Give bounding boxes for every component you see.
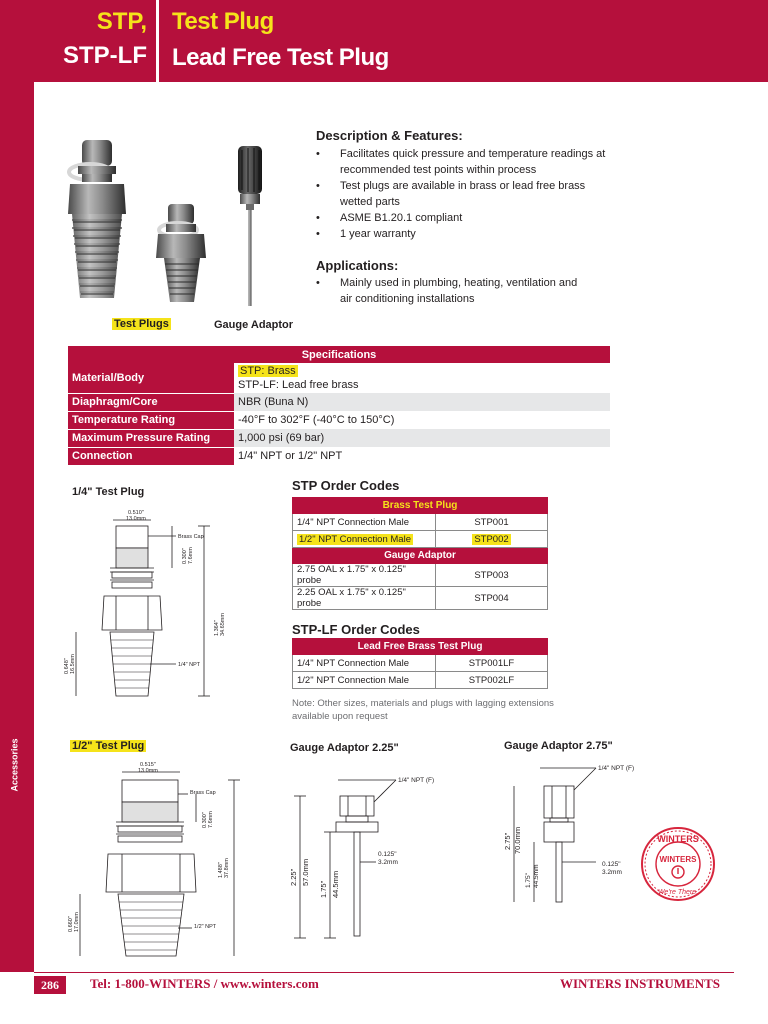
feature-text: wetted parts bbox=[340, 196, 400, 208]
stplf-order-table bbox=[292, 638, 548, 689]
q-total-1: 1.364" bbox=[214, 620, 220, 636]
page-number: 286 bbox=[34, 976, 66, 994]
lead-free-title: Lead Free Brass Test Plug bbox=[293, 639, 548, 655]
a2-npt: 1/4" NPT (F) bbox=[598, 765, 635, 772]
q-npt: 1/4" NPT bbox=[178, 662, 201, 668]
test-plug-large-photo bbox=[68, 140, 126, 298]
note-line: available upon request bbox=[292, 711, 388, 722]
application-text: air conditioning installations bbox=[340, 293, 475, 305]
a2-dia-2: 3.2mm bbox=[602, 869, 622, 876]
header-code-stplf: STP-LF bbox=[63, 42, 147, 69]
a1-oal-1: 2.25" bbox=[289, 868, 298, 886]
feature-item bbox=[316, 226, 636, 242]
order-desc-text: 1/2" NPT Connection Male bbox=[299, 533, 411, 545]
feature-item bbox=[316, 210, 636, 226]
q-dim-top-2: 13.0mm bbox=[126, 516, 146, 522]
applications-heading: Applications: bbox=[316, 258, 399, 273]
a1-probe-2: 44.5mm bbox=[331, 870, 340, 898]
header-code-stp: STP, bbox=[96, 8, 147, 35]
order-desc: 2.25 OAL x 1.75" x 0.125" probe bbox=[293, 587, 436, 610]
adaptor-275-title: Gauge Adaptor 2.75" bbox=[504, 740, 613, 752]
q-thread-1: 0.648" bbox=[64, 658, 70, 674]
specifications-table bbox=[68, 346, 610, 466]
side-tab-label: Accessories bbox=[9, 738, 20, 792]
a2-dia-1: 0.125" bbox=[602, 861, 621, 868]
caption-test-plugs-text: Test Plugs bbox=[114, 318, 169, 330]
spec-key: Material/Body bbox=[68, 363, 234, 393]
feature-list bbox=[316, 146, 636, 242]
header-code-block bbox=[0, 0, 151, 82]
test-plug-small-photo bbox=[156, 204, 206, 302]
spec-row bbox=[68, 393, 610, 411]
description-heading: Description & Features: bbox=[316, 128, 463, 143]
order-desc: 1/2" NPT Connection Male bbox=[293, 672, 436, 689]
a2-oal-2: 70.0mm bbox=[513, 826, 522, 854]
order-desc: 1/4" NPT Connection Male bbox=[293, 514, 436, 531]
spec-row bbox=[68, 429, 610, 447]
a2-probe-1: 1.75" bbox=[525, 873, 532, 888]
adaptor-275-drawing bbox=[500, 758, 650, 908]
order-code-text: STP002 bbox=[474, 533, 509, 545]
applications-list bbox=[316, 275, 636, 307]
footer-rule bbox=[34, 972, 734, 973]
a1-npt: 1/4" NPT (F) bbox=[398, 777, 435, 784]
feature-text: 1 year warranty bbox=[340, 228, 416, 240]
a1-dia-2: 3.2mm bbox=[378, 859, 398, 866]
feature-item bbox=[316, 146, 636, 178]
order-desc: 1/4" NPT Connection Male bbox=[293, 655, 436, 672]
spec-value-stplf: STP-LF: Lead free brass bbox=[238, 379, 359, 391]
spec-value bbox=[234, 363, 610, 393]
spec-key: Maximum Pressure Rating bbox=[68, 429, 234, 447]
spec-row bbox=[68, 447, 610, 465]
spec-key: Temperature Rating bbox=[68, 411, 234, 429]
h-npt: 1/2" NPT bbox=[194, 924, 217, 930]
q-cap-h-2: 7.6mm bbox=[188, 547, 194, 564]
a2-oal-1: 2.75" bbox=[503, 832, 512, 850]
feature-text: recommended test points within process bbox=[340, 164, 537, 176]
spec-value: 1/4" NPT or 1/2" NPT bbox=[238, 450, 343, 462]
winters-seal bbox=[640, 826, 716, 902]
half-plug-drawing bbox=[60, 760, 250, 960]
spec-value-stp: STP: Brass bbox=[240, 365, 296, 377]
order-code: STP001LF bbox=[436, 655, 548, 672]
feature-text: ASME B1.20.1 compliant bbox=[340, 212, 463, 224]
table-row bbox=[293, 672, 548, 689]
table-row bbox=[293, 655, 548, 672]
note-line: Note: Other sizes, materials and plugs with lagging extensions bbox=[292, 698, 554, 709]
gauge-adaptor-photo bbox=[238, 146, 262, 306]
a2-probe-2: 44.5mm bbox=[533, 864, 540, 888]
caption-gauge-adaptor: Gauge Adaptor bbox=[214, 319, 294, 331]
feature-text: Facilitates quick pressure and temperature readings at bbox=[340, 148, 606, 160]
h-dim-top-1: 0.515" bbox=[140, 762, 156, 768]
order-code: STP001 bbox=[436, 514, 548, 531]
spec-value: -40°F to 302°F (-40°C to 150°C) bbox=[238, 414, 395, 426]
half-plug-title-text: 1/2" Test Plug bbox=[72, 740, 145, 752]
a1-dia-1: 0.125" bbox=[378, 851, 397, 858]
quarter-plug-drawing bbox=[60, 506, 240, 706]
h-cap-h-1: 0.300" bbox=[202, 812, 208, 828]
order-code: STP002LF bbox=[436, 672, 548, 689]
header-title-test-plug: Test Plug bbox=[172, 8, 274, 35]
gauge-adaptor-title: Gauge Adaptor bbox=[293, 548, 548, 564]
order-code: STP003 bbox=[436, 564, 548, 587]
h-total-2: 37.8mm bbox=[224, 858, 230, 878]
quarter-plug-title: 1/4" Test Plug bbox=[72, 486, 145, 498]
order-code bbox=[436, 531, 548, 548]
q-cap-h-1: 0.300" bbox=[182, 548, 188, 564]
h-thread-2: 17.0mm bbox=[74, 912, 80, 932]
side-tab bbox=[2, 736, 32, 796]
spec-key: Diaphragm/Core bbox=[68, 393, 234, 411]
q-thread-2: 16.5mm bbox=[70, 654, 76, 674]
h-thread-1: 0.660" bbox=[68, 916, 74, 932]
table-row bbox=[293, 587, 548, 610]
application-item bbox=[316, 275, 636, 307]
h-brass-cap: Brass Cap bbox=[190, 790, 216, 796]
table-row bbox=[293, 514, 548, 531]
side-strip bbox=[0, 82, 34, 972]
seal-bottom-text: We're There. bbox=[657, 889, 699, 896]
stplf-order-heading: STP-LF Order Codes bbox=[292, 622, 420, 637]
order-desc: 2.75 OAL x 1.75" x 0.125" probe bbox=[293, 564, 436, 587]
feature-item bbox=[316, 178, 636, 210]
seal-middle-text: WINTERS bbox=[659, 855, 697, 864]
a1-oal-2: 57.0mm bbox=[301, 858, 310, 886]
feature-text: Test plugs are available in brass or lead free brass bbox=[340, 180, 586, 192]
q-total-2: 34.65mm bbox=[220, 613, 226, 636]
h-cap-h-2: 7.6mm bbox=[208, 811, 214, 828]
table-row bbox=[293, 531, 548, 548]
product-photos bbox=[60, 130, 310, 310]
adaptor-225-title: Gauge Adaptor 2.25" bbox=[290, 742, 399, 754]
a1-probe-1: 1.75" bbox=[319, 880, 328, 898]
stp-order-table bbox=[292, 497, 548, 610]
header-title-lead-free: Lead Free Test Plug bbox=[172, 44, 389, 71]
adaptor-225-drawing bbox=[280, 762, 440, 952]
spec-key: Connection bbox=[68, 447, 234, 465]
spec-row bbox=[68, 363, 610, 393]
footer-brand: WINTERS INSTRUMENTS bbox=[559, 976, 720, 991]
q-brass-cap: Brass Cap bbox=[178, 534, 204, 540]
spec-value: 1,000 psi (69 bar) bbox=[234, 429, 610, 447]
spec-value: NBR (Buna N) bbox=[234, 393, 610, 411]
specifications-title: Specifications bbox=[68, 346, 610, 363]
header-divider bbox=[156, 0, 159, 82]
stp-order-heading: STP Order Codes bbox=[292, 478, 400, 493]
brass-test-plug-title: Brass Test Plug bbox=[293, 498, 548, 514]
page-header bbox=[0, 0, 768, 82]
spec-row bbox=[68, 411, 610, 429]
h-dim-top-2: 13.0mm bbox=[138, 768, 158, 774]
application-text: Mainly used in plumbing, heating, ventilation and bbox=[340, 277, 578, 289]
footer-contact: Tel: 1-800-WINTERS / www.winters.com bbox=[90, 976, 319, 991]
seal-top-text: WINTERS bbox=[657, 834, 699, 844]
h-total-1: 1.488" bbox=[218, 862, 224, 878]
order-code: STP004 bbox=[436, 587, 548, 610]
half-plug-title bbox=[70, 740, 146, 752]
q-dim-top-1: 0.510" bbox=[128, 510, 144, 516]
order-desc bbox=[293, 531, 436, 548]
availability-note bbox=[292, 697, 592, 723]
table-row bbox=[293, 564, 548, 587]
caption-test-plugs bbox=[112, 318, 171, 330]
